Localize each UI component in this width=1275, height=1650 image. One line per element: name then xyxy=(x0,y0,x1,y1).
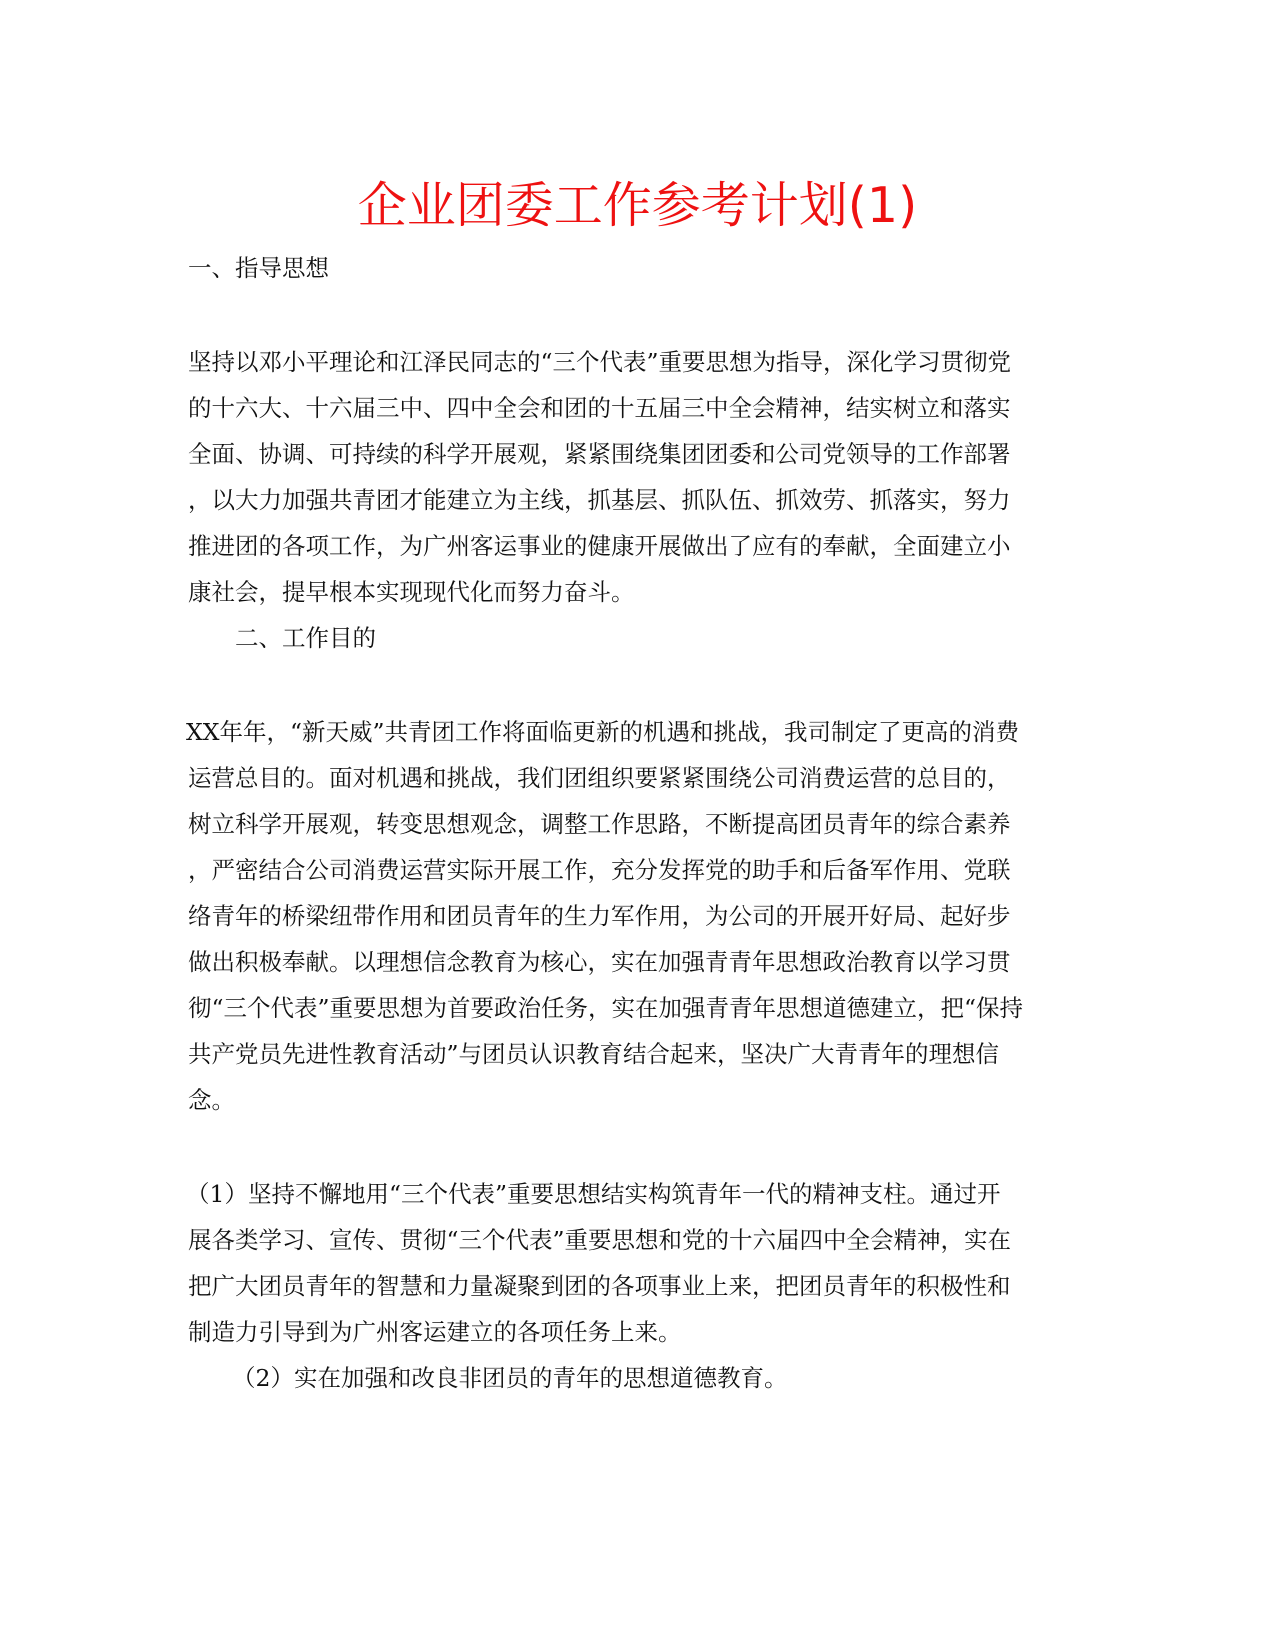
paragraph-line: （1）坚持不懈地用“三个代表”重要思想结实构筑青年一代的精神支柱。通过开 xyxy=(186,1180,1001,1208)
paragraph-line: 坚持以邓小平理论和江泽民同志的“三个代表”重要思想为指导，深化学习贯彻党 xyxy=(188,348,1012,376)
paragraph-line: XX年年，“新天威”共青团工作将面临更新的机遇和挑战，我司制定了更高的消费 xyxy=(186,718,1019,746)
paragraph-line: （2）实在加强和改良非团员的青年的思想道德教育。 xyxy=(232,1364,788,1392)
paragraph-line: 把广大团员青年的智慧和力量凝聚到团的各项事业上来，把团员青年的积极性和 xyxy=(188,1272,1011,1300)
heading-guiding-thought: 一、指导思想 xyxy=(188,254,329,282)
paragraph-line: 彻“三个代表”重要思想为首要政治任务，实在加强青青年思想道德建立，把“保持 xyxy=(188,994,1024,1022)
paragraph-line: 做出积极奉献。以理想信念教育为核心，实在加强青青年思想政治教育以学习贯 xyxy=(188,948,1011,976)
paragraph-line: 制造力引导到为广州客运建立的各项任务上来。 xyxy=(188,1318,682,1346)
paragraph-line: 共产党员先进性教育活动”与团员认识教育结合起来，坚决广大青青年的理想信 xyxy=(188,1040,1000,1068)
paragraph-line: 络青年的桥梁纽带作用和团员青年的生力军作用，为公司的开展开好局、起好步 xyxy=(188,902,1011,930)
document-title: 企业团委工作参考计划(1) xyxy=(357,177,918,234)
paragraph-line: 念。 xyxy=(188,1086,235,1114)
heading-work-goals: 二、工作目的 xyxy=(235,624,376,652)
paragraph-line: ，严密结合公司消费运营实际开展工作，充分发挥党的助手和后备军作用、党联 xyxy=(188,856,1011,884)
paragraph-line: 全面、协调、可持续的科学开展观，紧紧围绕集团团委和公司党领导的工作部署 xyxy=(188,440,1011,468)
paragraph-line: 推进团的各项工作，为广州客运事业的健康开展做出了应有的奉献，全面建立小 xyxy=(188,532,1011,560)
paragraph-line: 的十六大、十六届三中、四中全会和团的十五届三中全会精神，结实树立和落实 xyxy=(188,394,1011,422)
paragraph-line: 展各类学习、宣传、贯彻“三个代表”重要思想和党的十六届四中全会精神，实在 xyxy=(188,1226,1012,1254)
paragraph-line: 康社会，提早根本实现现代化而努力奋斗。 xyxy=(188,578,635,606)
paragraph-line: 树立科学开展观，转变思想观念，调整工作思路，不断提高团员青年的综合素养 xyxy=(188,810,1011,838)
paragraph-line: ，以大力加强共青团才能建立为主线，抓基层、抓队伍、抓效劳、抓落实，努力 xyxy=(188,486,1011,514)
paragraph-line: 运营总目的。面对机遇和挑战，我们团组织要紧紧围绕公司消费运营的总目的， xyxy=(188,764,1011,792)
